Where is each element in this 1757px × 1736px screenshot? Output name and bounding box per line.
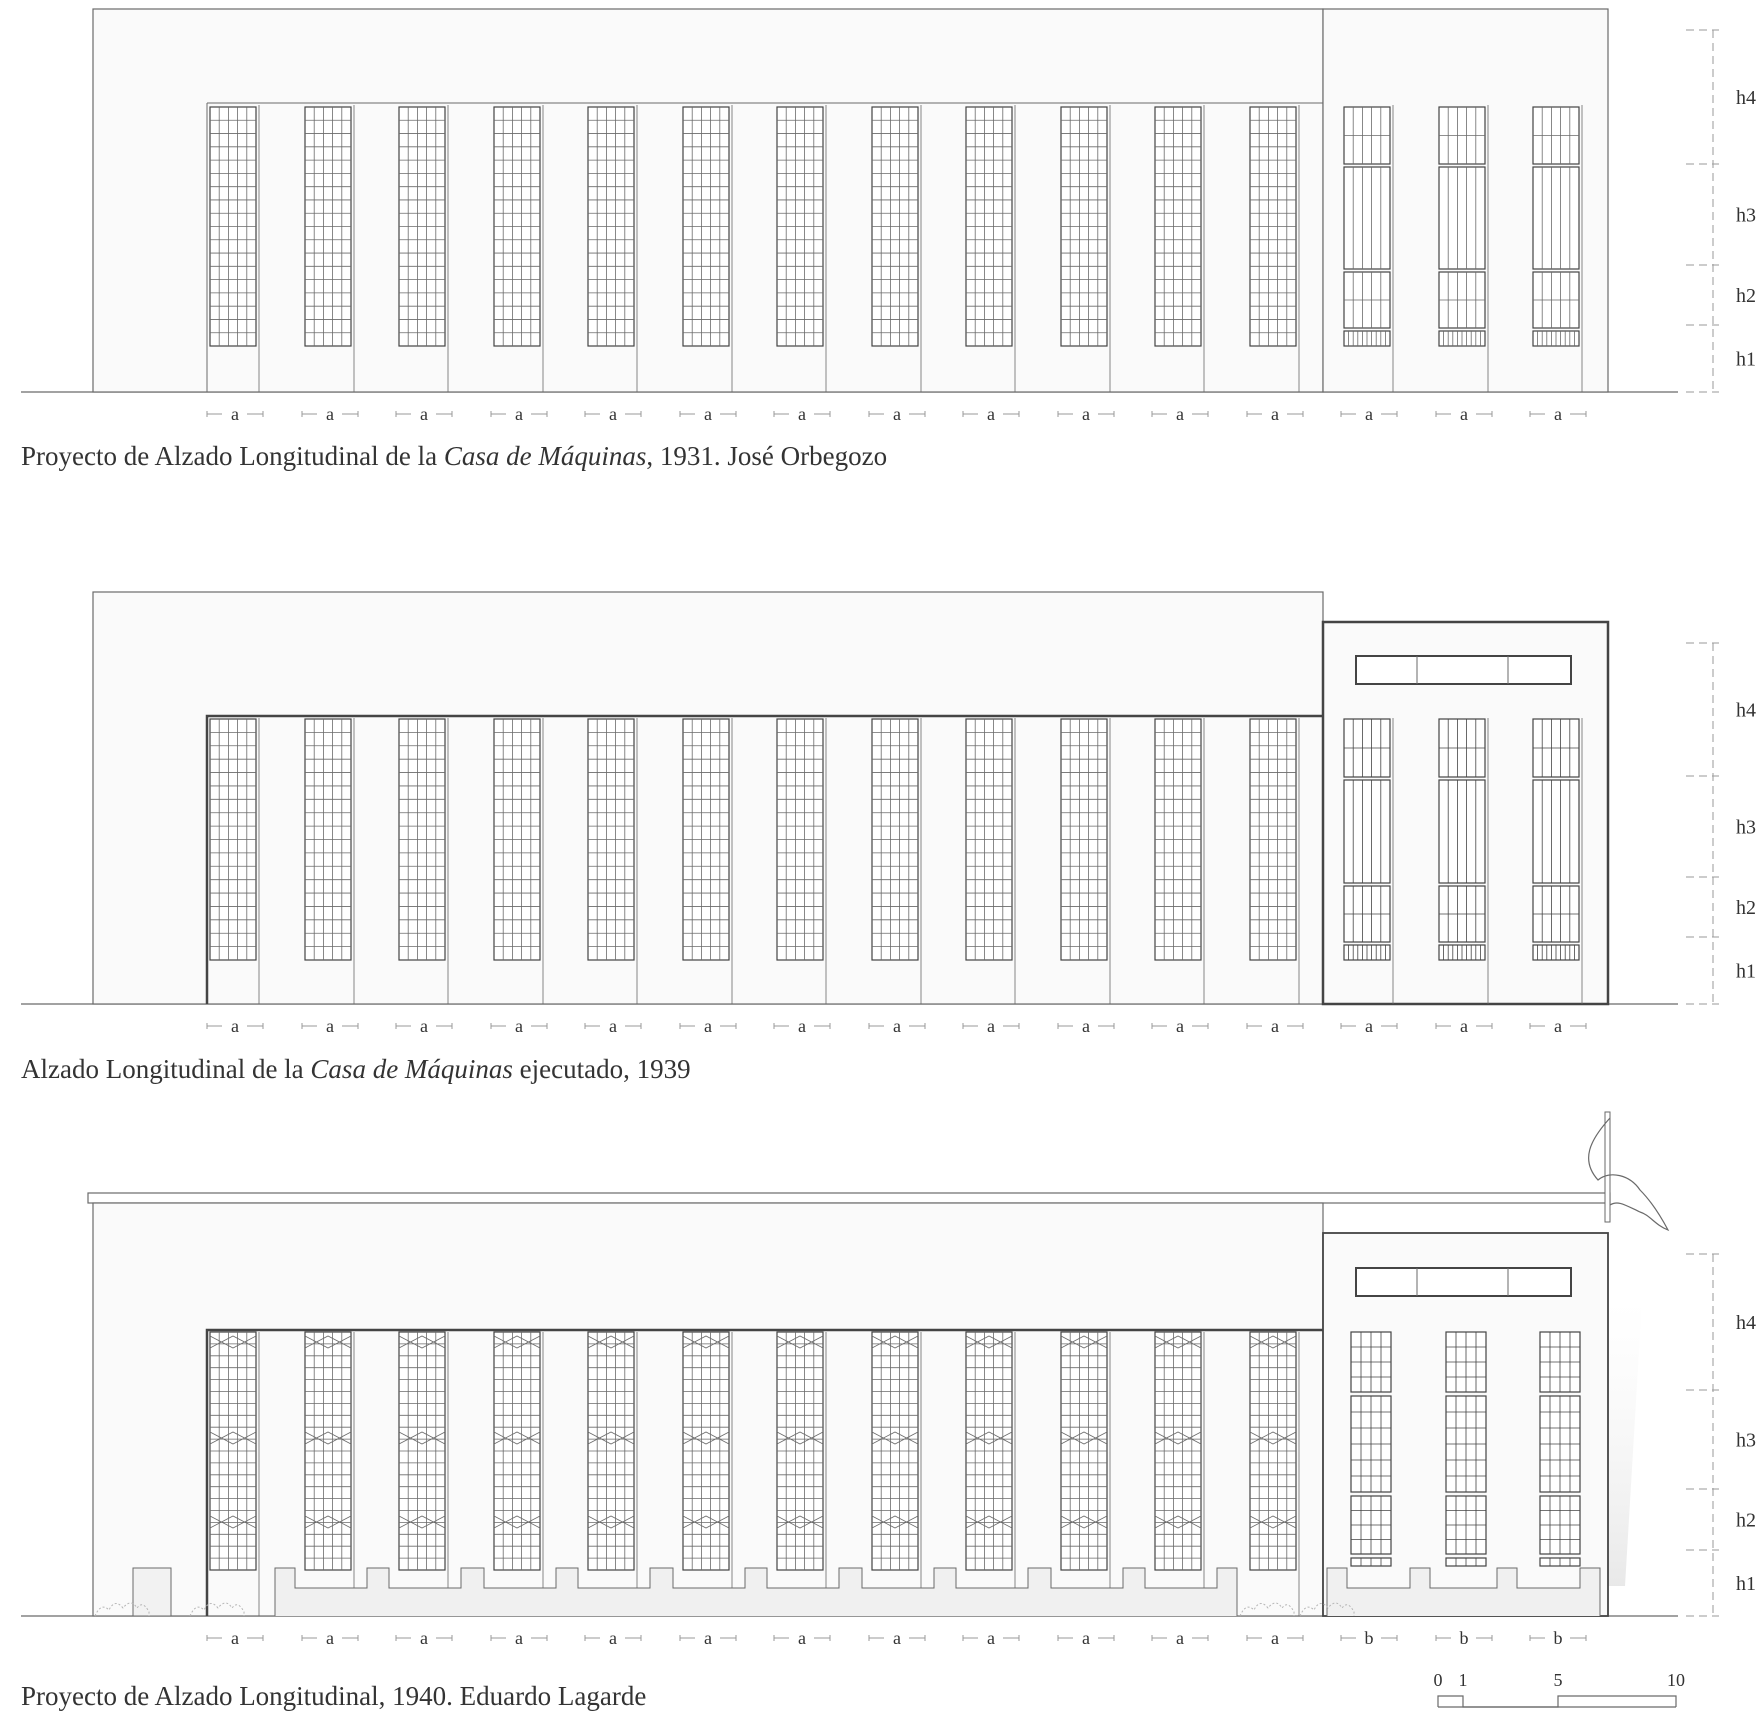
height-label-h1: h1 (1736, 1573, 1756, 1595)
bay-label-a: a (1554, 404, 1562, 424)
height-label-h4: h4 (1736, 699, 1756, 722)
bay-label-a: a (704, 1628, 712, 1648)
bay-label-a: a (1176, 1016, 1184, 1036)
bay-label-a: a (609, 1628, 617, 1648)
bay-label-a: a (798, 1016, 806, 1036)
bay-label-a: a (515, 1016, 523, 1036)
caption-1931-text-end: , 1931. José Orbegozo (646, 441, 888, 471)
scale-bar (1434, 1670, 1686, 1707)
caption-1931-italic: Casa de Máquinas (443, 441, 647, 471)
bay-label-a: a (420, 1016, 428, 1036)
bay-label-a: a (1082, 1628, 1090, 1648)
bay-label-a: a (798, 404, 806, 424)
bay-label-a: a (420, 1628, 428, 1648)
caption-1939-text-end: ejecutado, 1939 (512, 1054, 691, 1084)
caption-1940-text: Proyecto de Alzado Longitudinal, 1940. Eduardo Lagarde (21, 1681, 647, 1711)
bay-label-a: a (1554, 1016, 1562, 1036)
flag (1589, 1118, 1668, 1230)
bay-label-a: a (1365, 404, 1373, 424)
bay-label-a: a (609, 1016, 617, 1036)
window-frame (1439, 780, 1485, 883)
bay-label-a: a (987, 1628, 995, 1648)
bay-label-a: a (1365, 1016, 1373, 1036)
elevation-1931 (21, 9, 1756, 424)
elevation-1940 (21, 1112, 1756, 1648)
height-label-h2: h2 (1736, 897, 1756, 919)
bay-label-b: b (1364, 1628, 1374, 1648)
height-label-h2: h2 (1736, 285, 1756, 307)
bay-label-a: a (704, 1016, 712, 1036)
bay-label-a: a (326, 1016, 334, 1036)
height-label-h3: h3 (1736, 1429, 1756, 1452)
bay-label-a: a (1460, 404, 1468, 424)
height-label-h3: h3 (1736, 816, 1756, 839)
caption-1939-text: Alzado Longitudinal de la (21, 1054, 311, 1084)
window-frame (1533, 167, 1579, 269)
bay-label-a: a (326, 1628, 334, 1648)
scale-label-5: 5 (1553, 1670, 1563, 1690)
bay-label-a: a (1176, 404, 1184, 424)
bay-label-a: a (893, 1628, 901, 1648)
bay-label-a: a (515, 1628, 523, 1648)
bay-label-a: a (1460, 1016, 1468, 1036)
elevation-1939 (21, 592, 1756, 1036)
bay-label-a: a (609, 404, 617, 424)
window-frame (1533, 780, 1579, 883)
height-label-h3: h3 (1736, 204, 1756, 227)
caption-1931-text: Proyecto de Alzado Longitudinal de la (21, 441, 444, 471)
scale-label-0: 0 (1433, 1670, 1443, 1690)
caption-1940 (21, 1681, 646, 1712)
window-frame (1439, 167, 1485, 269)
bay-label-a: a (326, 404, 334, 424)
window-frame (1344, 167, 1390, 269)
caption-1939-italic: Casa de Máquinas (310, 1054, 513, 1084)
scale-label-1: 1 (1458, 1670, 1468, 1690)
bay-label-a: a (1271, 404, 1279, 424)
bay-label-b: b (1459, 1628, 1469, 1648)
height-label-h1: h1 (1736, 348, 1756, 371)
scale-bar-segments (1438, 1696, 1676, 1707)
bay-label-b: b (1553, 1628, 1563, 1648)
height-label-h4: h4 (1736, 87, 1756, 109)
height-label-h4: h4 (1736, 1312, 1756, 1334)
bay-label-a: a (420, 404, 428, 424)
height-label-h2: h2 (1736, 1509, 1756, 1532)
window-frame (1344, 780, 1390, 883)
bay-label-a: a (893, 404, 901, 424)
flag-mast (1605, 1112, 1610, 1222)
tower-clerestory-window (1356, 1268, 1571, 1296)
bay-label-a: a (1271, 1016, 1279, 1036)
bay-label-a: a (893, 1016, 901, 1036)
bay-label-a: a (798, 1628, 806, 1648)
bay-label-a: a (1082, 404, 1090, 424)
tower-clerestory-window (1356, 656, 1571, 684)
scale-label-10: 10 (1667, 1670, 1685, 1690)
floodlight-pedestal (133, 1568, 171, 1616)
bay-label-a: a (1176, 1628, 1184, 1648)
caption-1939 (21, 1054, 691, 1085)
bay-label-a: a (1271, 1628, 1279, 1648)
bay-label-a: a (515, 404, 523, 424)
bay-label-a: a (231, 404, 239, 424)
height-label-h1: h1 (1736, 960, 1756, 983)
bay-label-a: a (987, 404, 995, 424)
bay-label-a: a (231, 1628, 239, 1648)
caption-1931 (21, 441, 887, 472)
bay-label-a: a (1082, 1016, 1090, 1036)
bay-label-a: a (231, 1016, 239, 1036)
bay-label-a: a (704, 404, 712, 424)
roof-cornice (88, 1193, 1610, 1203)
bay-label-a: a (987, 1016, 995, 1036)
